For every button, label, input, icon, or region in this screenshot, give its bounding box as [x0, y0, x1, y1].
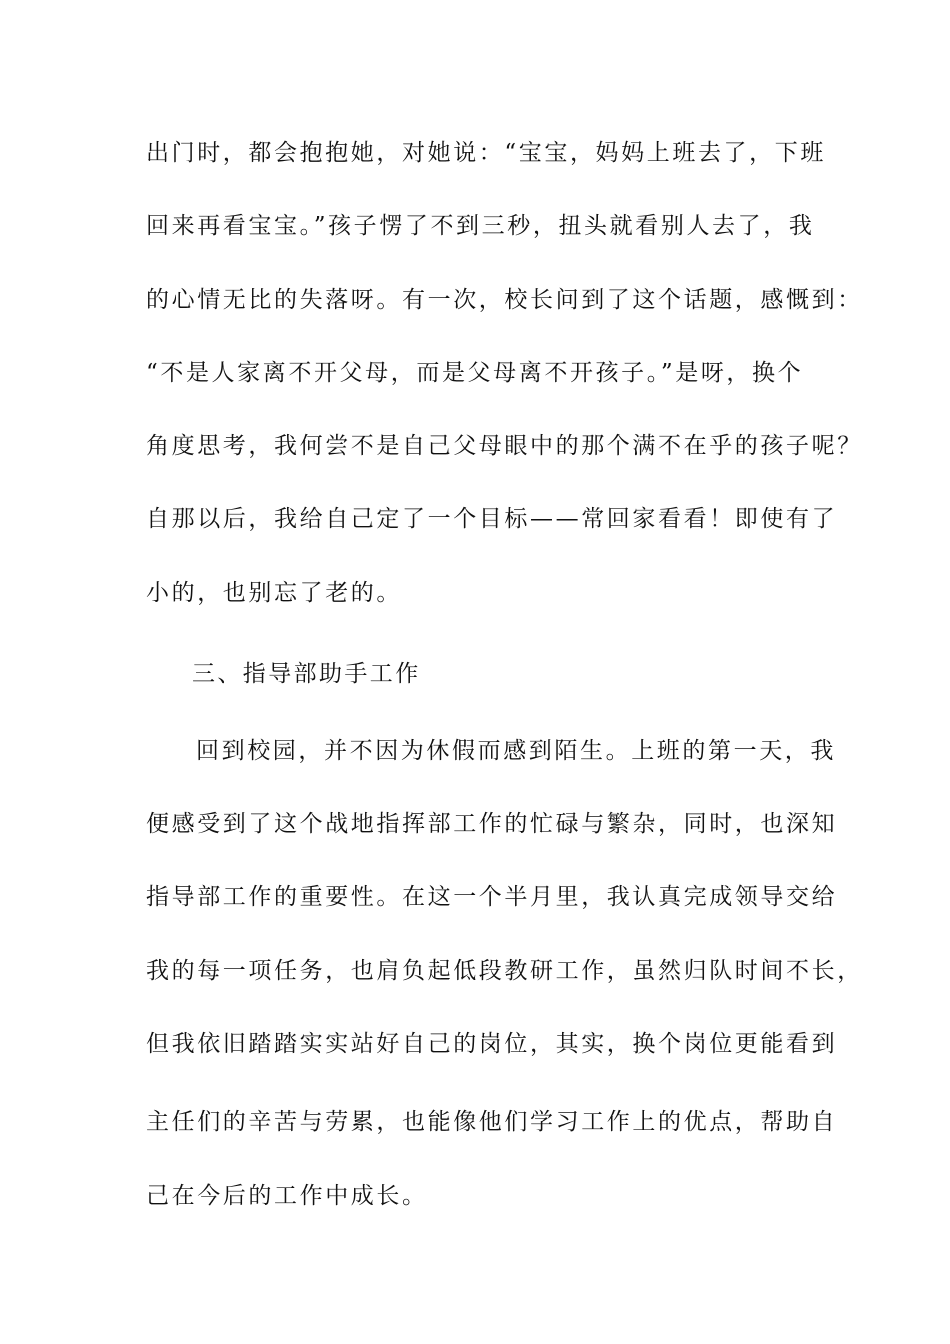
text-line-3: 的心情无比的失落呀。有一次，校长问到了这个话题，感慨到：	[146, 287, 863, 313]
text-line-12: 我的每一项任务，也肩负起低段教研工作，虽然归队时间不长，	[146, 958, 863, 984]
text-line-15: 己在今后的工作中成长。	[146, 1183, 428, 1209]
text-line-6: 自那以后，我给自己定了一个目标——常回家看看！即使有了	[146, 506, 838, 532]
text-line-2: 回来再看宝宝。”孩子愣了不到三秒，扭头就看别人去了，我	[146, 213, 815, 239]
text-line-5: 角度思考，我何尝不是自己父母眼中的那个满不在乎的孩子呢？	[146, 433, 863, 459]
text-line-10: 便感受到了这个战地指挥部工作的忙碌与繁杂，同时，也深知	[146, 811, 838, 837]
text-line-1: 出门时，都会抱抱她，对她说：“宝宝，妈妈上班去了，下班	[146, 140, 826, 166]
text-line-9: 回到校园，并不因为休假而感到陌生。上班的第一天，我	[196, 738, 836, 764]
text-line-4: “不是人家离不开父母，而是父母离不开孩子。”是呀，换个	[146, 360, 804, 386]
section-heading: 三、指导部助手工作	[192, 661, 421, 687]
text-line-11: 指导部工作的重要性。在这一个半月里，我认真完成领导交给	[146, 884, 838, 910]
text-line-14: 主任们的辛苦与劳累，也能像他们学习工作上的优点，帮助自	[146, 1109, 838, 1135]
text-line-13: 但我依旧踏踏实实站好自己的岗位，其实，换个岗位更能看到	[146, 1031, 838, 1057]
text-line-7: 小的，也别忘了老的。	[146, 580, 402, 606]
